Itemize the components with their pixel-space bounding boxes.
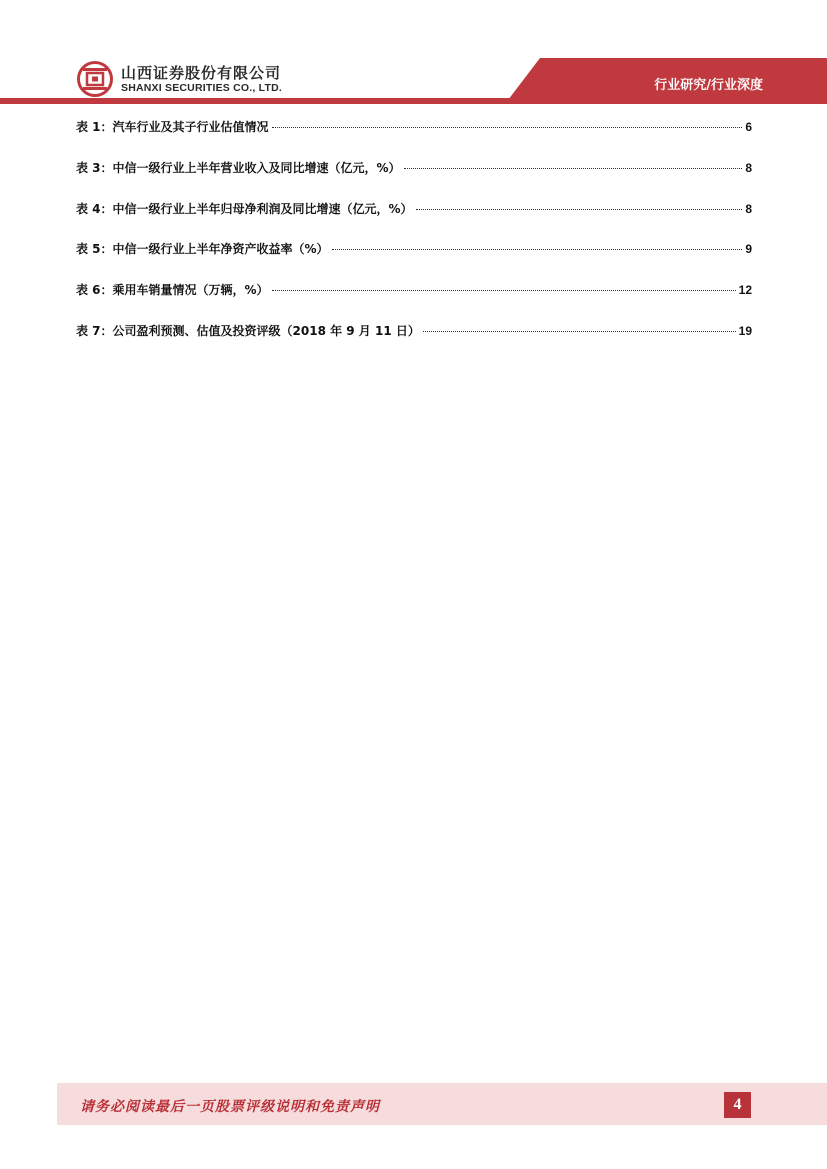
toc-entry-label: 表 7：公司盈利预测、估值及投资评级（2018 年 9 月 11 日） xyxy=(76,324,420,338)
toc-entry-page: 19 xyxy=(738,324,752,338)
toc-entry-page: 8 xyxy=(745,202,752,216)
toc-entry-page: 12 xyxy=(738,283,752,297)
toc-entry-page: 9 xyxy=(745,242,752,256)
toc-entry-label: 表 4：中信一级行业上半年归母净利润及同比增速（亿元，%） xyxy=(76,202,413,216)
company-name-cn: 山西证券股份有限公司 xyxy=(121,64,282,82)
toc-entry[interactable] xyxy=(76,240,752,260)
page-number-badge: 4 xyxy=(724,1092,751,1118)
toc-entry[interactable] xyxy=(76,118,752,138)
toc-entry-label: 表 6：乘用车销量情况（万辆，%） xyxy=(76,283,269,297)
footer-disclaimer: 请务必阅读最后一页股票评级说明和免责声明 xyxy=(80,1099,380,1115)
toc-leader-dots xyxy=(404,167,743,169)
shanxi-securities-logo-icon xyxy=(77,61,113,97)
page-header xyxy=(0,0,827,104)
toc-entry[interactable] xyxy=(76,200,752,220)
toc-entry-page: 8 xyxy=(745,161,752,175)
report-type-label: 行业研究/行业深度 xyxy=(654,78,763,93)
toc-entry[interactable] xyxy=(76,159,752,179)
toc-entry-page: 6 xyxy=(745,120,752,134)
toc-entry[interactable] xyxy=(76,322,752,342)
toc-leader-dots xyxy=(416,208,743,210)
toc-entry-label: 表 5：中信一级行业上半年净资产收益率（%） xyxy=(76,242,329,256)
toc-entry[interactable] xyxy=(76,281,752,301)
toc-leader-dots xyxy=(423,330,736,332)
company-name-en: SHANXI SECURITIES CO., LTD. xyxy=(121,82,282,94)
toc-entry-label: 表 3：中信一级行业上半年营业收入及同比增速（亿元，%） xyxy=(76,161,401,175)
toc-leader-dots xyxy=(272,126,743,128)
toc-leader-dots xyxy=(332,248,743,250)
toc-leader-dots xyxy=(272,289,736,291)
toc-entry-label: 表 1：汽车行业及其子行业估值情况 xyxy=(76,120,269,134)
